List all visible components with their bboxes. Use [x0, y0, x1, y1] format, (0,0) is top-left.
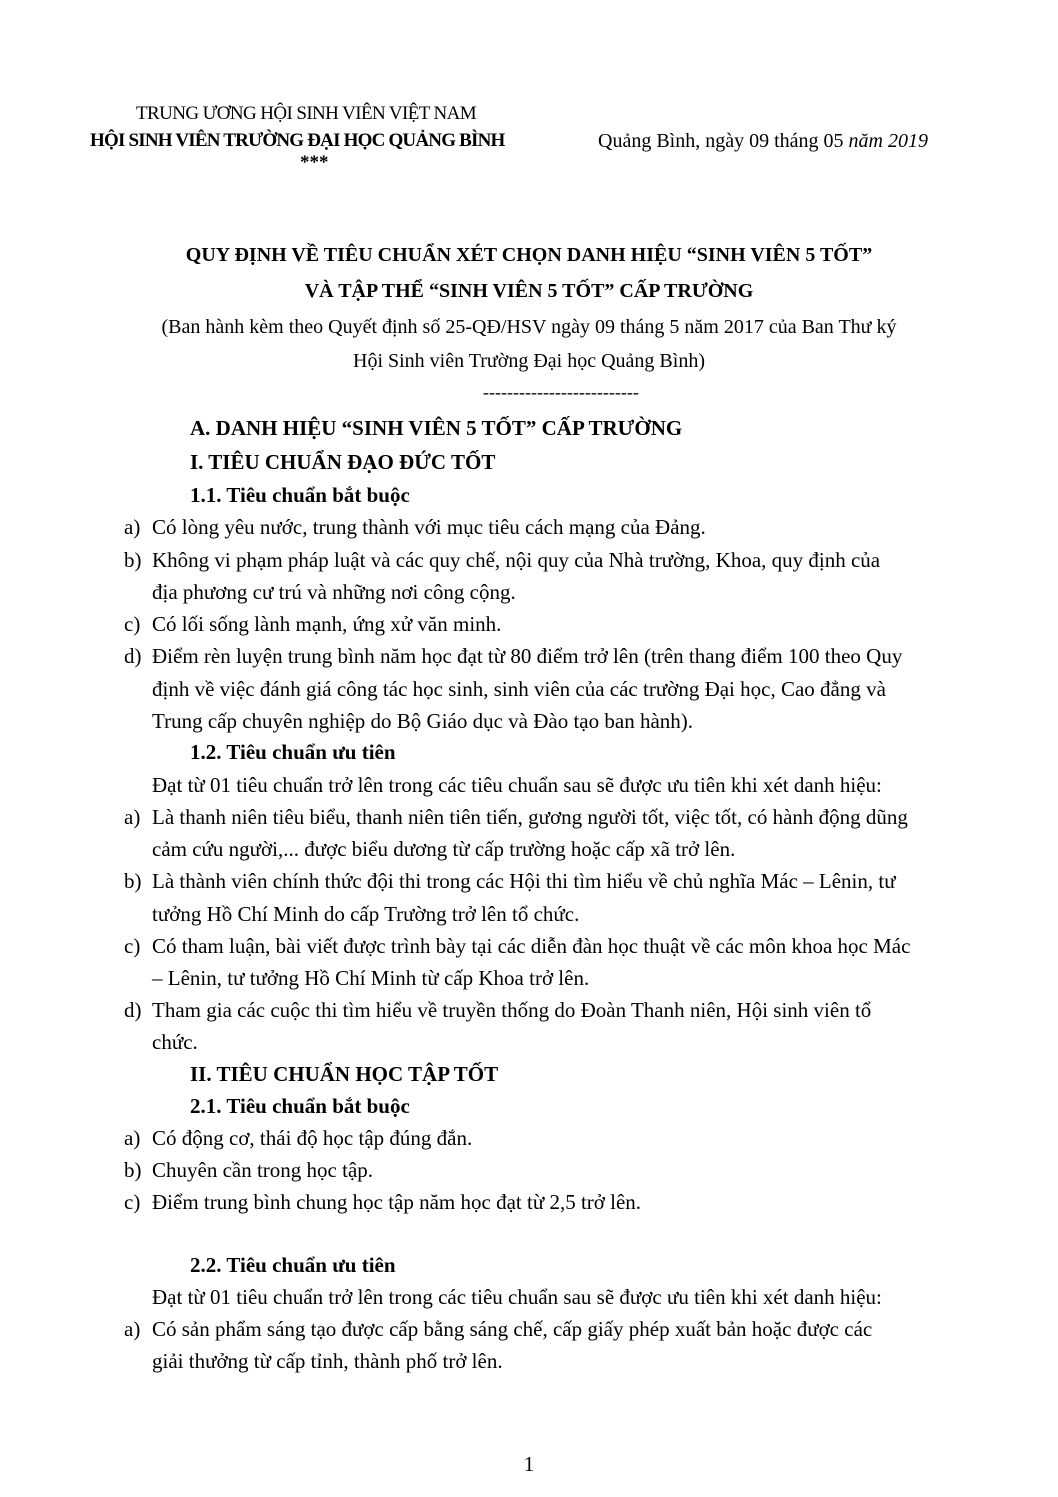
list-item-text: địa phương cư trú và những nơi công cộng. [152, 580, 516, 604]
section-2-heading: II. TIÊU CHUẨN HỌC TẬP TỐT [190, 1062, 499, 1086]
list-label: a) [124, 515, 141, 539]
org-line-1: TRUNG ƯƠNG HỘI SINH VIÊN VIỆT NAM [136, 103, 477, 124]
title-subtitle-2: Hội Sinh viên Trường Đại học Quảng Bình) [353, 350, 705, 372]
list-label: b) [124, 1158, 142, 1182]
list-item-text: chức. [152, 1030, 198, 1054]
list-label: c) [124, 1190, 141, 1214]
list-item-text: tưởng Hồ Chí Minh do cấp Trường trở lên tổ chức. [152, 902, 580, 926]
list-label: a) [124, 1126, 141, 1150]
list-label: b) [124, 548, 142, 572]
list-label: c) [124, 934, 141, 958]
list-item-text: định về việc đánh giá công tác học sinh, sinh viên của các trường Đại học, Cao đẳng và [152, 677, 886, 701]
priority-intro: Đạt từ 01 tiêu chuẩn trở lên trong các tiêu chuẩn sau sẽ được ưu tiên khi xét danh hiệu: [152, 773, 882, 797]
list-item-text: Có lòng yêu nước, trung thành với mục tiêu cách mạng của Đảng. [152, 515, 706, 539]
list-label: b) [124, 869, 142, 893]
title-line-2: VÀ TẬP THỂ “SINH VIÊN 5 TỐT” CẤP TRƯỜNG [304, 280, 754, 302]
title-line-1: QUY ĐỊNH VỀ TIÊU CHUẨN XÉT CHỌN DANH HIỆU “SINH VIÊN 5 TỐT” [185, 244, 873, 266]
date-place-text: Quảng Bình, ngày 09 tháng 05 [598, 130, 849, 152]
section-1-heading: I. TIÊU CHUẨN ĐẠO ĐỨC TỐT [190, 450, 496, 474]
list-item-text: Điểm trung bình chung học tập năm học đạt từ 2,5 trở lên. [152, 1190, 642, 1214]
list-item-text: cảm cứu người,... được biểu dương từ cấp trường hoặc cấp xã trở lên. [152, 837, 736, 861]
page-number: 1 [523, 1452, 535, 1476]
section-2-1-heading: 2.1. Tiêu chuẩn bắt buộc [190, 1094, 410, 1118]
section-1-1-heading: 1.1. Tiêu chuẩn bắt buộc [190, 483, 410, 507]
list-item-text: giải thưởng từ cấp tỉnh, thành phố trở lên. [152, 1349, 503, 1373]
list-item-text: – Lênin, tư tưởng Hồ Chí Minh từ cấp Khoa trở lên. [152, 966, 590, 990]
list-label: a) [124, 805, 141, 829]
list-item-text: Trung cấp chuyên nghiệp do Bộ Giáo dục và Đào tạo ban hành). [152, 709, 694, 733]
section-1-2-heading: 1.2. Tiêu chuẩn ưu tiên [190, 740, 396, 764]
list-item-text: Có sản phẩm sáng tạo được cấp bằng sáng chế, cấp giấy phép xuất bản hoặc được các [152, 1317, 873, 1341]
list-item-text: Chuyên cần trong học tập. [152, 1158, 374, 1182]
list-item-text: Có động cơ, thái độ học tập đúng đắn. [152, 1126, 473, 1150]
priority-intro: Đạt từ 01 tiêu chuẩn trở lên trong các tiêu chuẩn sau sẽ được ưu tiên khi xét danh hiệu: [152, 1285, 882, 1309]
section-2-2-heading: 2.2. Tiêu chuẩn ưu tiên [190, 1253, 396, 1277]
org-line-2: HỘI SINH VIÊN TRƯỜNG ĐẠI HỌC QUẢNG BÌNH [90, 130, 505, 151]
list-item-text: Có tham luận, bài viết được trình bày tại các diễn đàn học thuật về các môn khoa học Mác [152, 934, 911, 958]
list-item-text: Có lối sống lành mạnh, ứng xử văn minh. [152, 612, 502, 636]
title-subtitle-1: (Ban hành kèm theo Quyết định số 25-QĐ/HSV ngày 09 tháng 5 năm 2017 của Ban Thư ký [161, 316, 897, 338]
list-item-text: Điểm rèn luyện trung bình năm học đạt từ 80 điểm trở lên (trên thang điểm 100 theo Quy [152, 644, 903, 668]
title-divider: -------------------------- [483, 382, 639, 402]
date-year: năm 2019 [848, 130, 928, 152]
date-place [598, 130, 928, 153]
list-item-text: Tham gia các cuộc thi tìm hiểu về truyền thống do Đoàn Thanh niên, Hội sinh viên tổ [152, 998, 872, 1022]
list-label: d) [124, 644, 142, 668]
list-label: c) [124, 612, 141, 636]
list-item-text: Là thành viên chính thức đội thi trong các Hội thi tìm hiểu về chủ nghĩa Mác – Lênin, tư [152, 869, 896, 893]
list-item-text: Không vi phạm pháp luật và các quy chế, nội quy của Nhà trường, Khoa, quy định của [152, 548, 881, 572]
section-a-heading: A. DANH HIỆU “SINH VIÊN 5 TỐT” CẤP TRƯỜNG [190, 416, 683, 440]
list-label: d) [124, 998, 142, 1022]
stars-separator: *** [300, 152, 329, 173]
list-label: a) [124, 1317, 141, 1341]
list-item-text: Là thanh niên tiêu biểu, thanh niên tiên tiến, gương người tốt, việc tốt, có hành động dũng [152, 805, 908, 829]
